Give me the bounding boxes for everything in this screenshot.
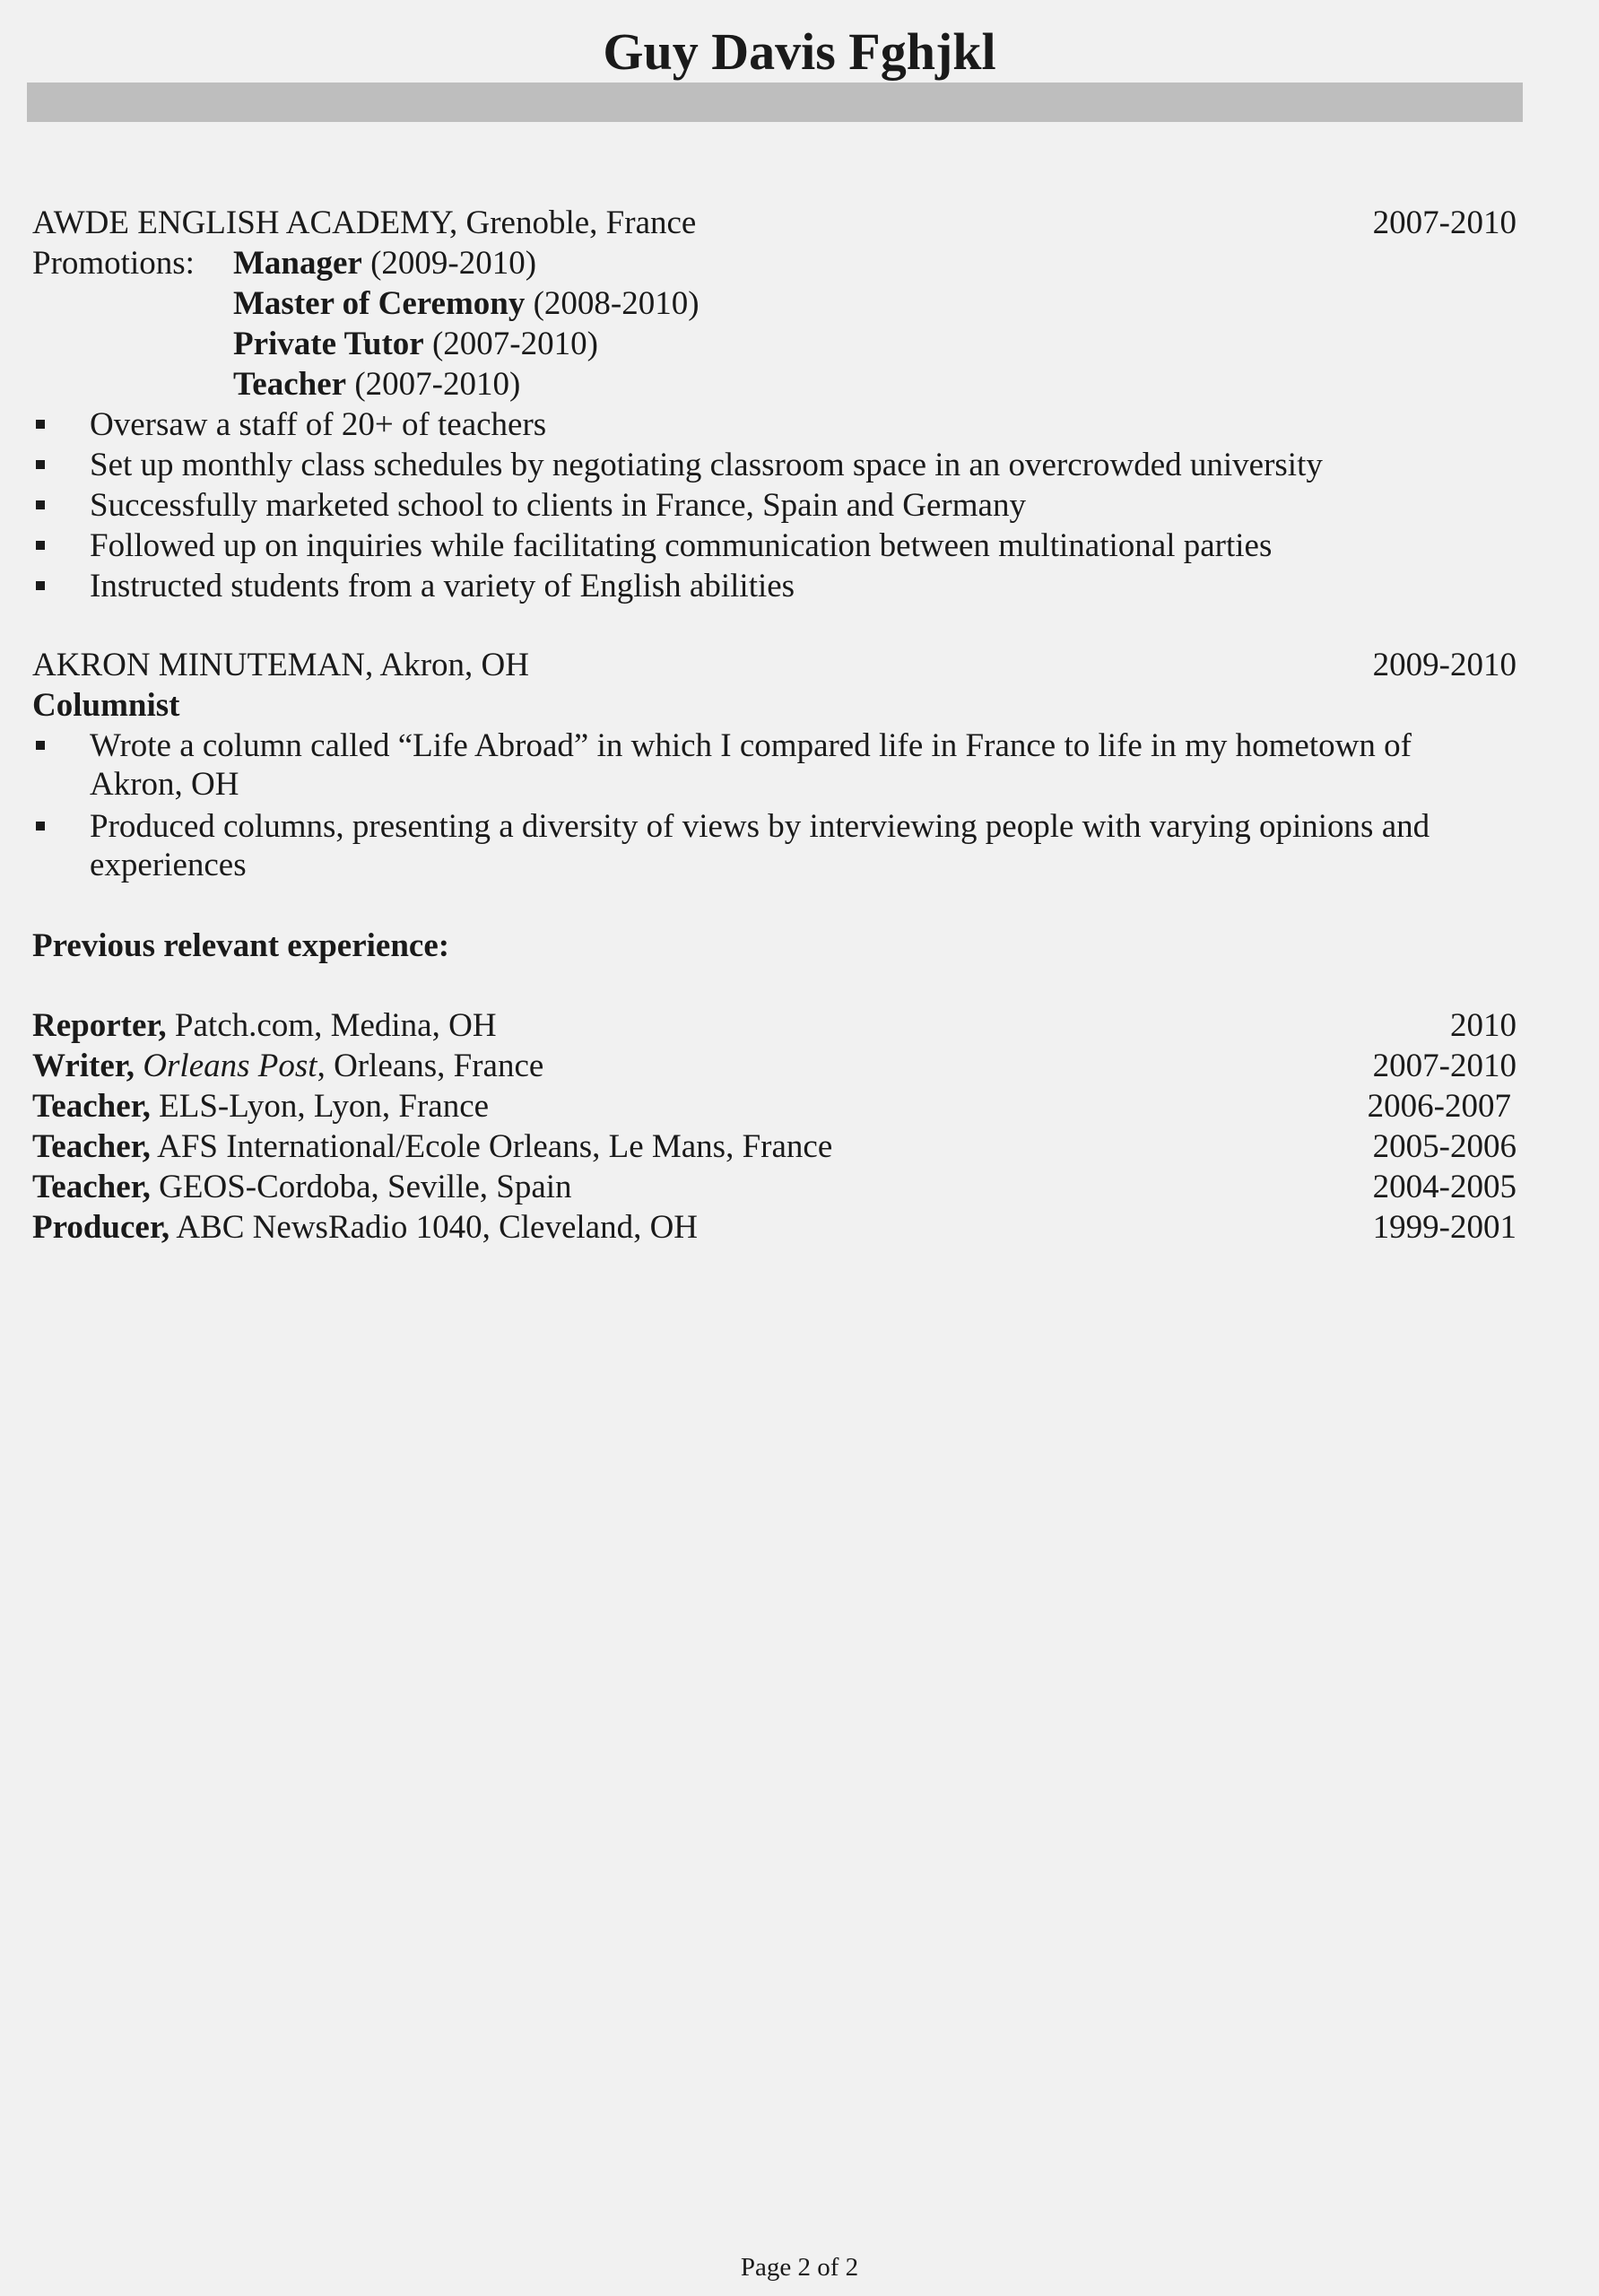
previous-dates: 2007-2010 (1372, 1048, 1516, 1084)
previous-detail: , Orleans, France (317, 1048, 544, 1084)
job1-bullet: Instructed students from a variety of English abilities (90, 568, 795, 604)
previous-pre (135, 1048, 143, 1084)
job1-bullet: Followed up on inquiries while facilitating communication between multinational parties (90, 527, 1273, 564)
job1-bullet: Successfully marketed school to clients in France, Spain and Germany (90, 487, 1026, 524)
bullet-icon (36, 741, 45, 750)
promotion-title: Private Tutor (233, 326, 424, 362)
previous-role: Producer, (32, 1209, 170, 1246)
promotion-years: (2009-2010) (361, 245, 537, 282)
job2-bullet-line: experiences (90, 847, 247, 883)
previous-publication: Orleans Post (143, 1048, 317, 1084)
previous-item (32, 1005, 497, 1046)
previous-role: Teacher, (32, 1128, 151, 1165)
promotion-years: (2007-2010) (346, 366, 521, 403)
previous-item (32, 1167, 572, 1207)
promotion-title: Teacher (233, 366, 347, 403)
resume-name: Guy Davis Fghjkl (603, 22, 996, 81)
previous-item (32, 1086, 489, 1126)
job2-title: Columnist (32, 687, 180, 724)
job1-promotions-label: Promotions: (32, 245, 195, 282)
promotion-item (233, 283, 700, 324)
job2-bullet-line: Produced columns, presenting a diversity of views by interviewing people with varying opinions and (90, 808, 1430, 845)
promotion-item (233, 243, 536, 283)
previous-heading: Previous relevant experience: (32, 927, 450, 964)
previous-role: Teacher, (32, 1088, 151, 1125)
previous-detail: AFS International/Ecole Orleans, Le Mans, France (150, 1128, 833, 1165)
job1-dates: 2007-2010 (1372, 204, 1516, 241)
promotion-item (233, 324, 598, 364)
previous-detail: ELS-Lyon, Lyon, France (150, 1088, 490, 1125)
job2-dates: 2009-2010 (1372, 647, 1516, 683)
job1-employer: AWDE ENGLISH ACADEMY, Grenoble, France (32, 204, 697, 241)
bullet-icon (36, 500, 45, 509)
job2-employer: AKRON MINUTEMAN, Akron, OH (32, 647, 529, 683)
previous-dates: 2004-2005 (1372, 1169, 1516, 1205)
previous-dates: 1999-2001 (1372, 1209, 1516, 1246)
promotion-item (233, 364, 520, 404)
job2-bullet-line: Akron, OH (90, 766, 239, 803)
bullet-icon (36, 541, 45, 550)
promotion-title: Master of Ceremony (233, 285, 526, 322)
previous-role: Writer, (32, 1048, 135, 1084)
job1-bullet: Oversaw a staff of 20+ of teachers (90, 406, 547, 443)
bullet-icon (36, 460, 45, 469)
bullet-icon (36, 420, 45, 429)
previous-item (32, 1046, 543, 1086)
previous-item (32, 1126, 832, 1167)
header-divider-bar (27, 83, 1523, 122)
job1-bullet: Set up monthly class schedules by negotiating classroom space in an overcrowded university (90, 447, 1323, 483)
previous-item (32, 1207, 698, 1248)
promotion-years: (2008-2010) (525, 285, 700, 322)
previous-detail: GEOS-Cordoba, Seville, Spain (150, 1169, 572, 1205)
promotion-title: Manager (233, 245, 362, 282)
previous-dates: 2010 (1450, 1007, 1516, 1044)
previous-detail: ABC NewsRadio 1040, Cleveland, OH (169, 1209, 699, 1246)
previous-role: Reporter, (32, 1007, 167, 1044)
previous-dates: 2005-2006 (1372, 1128, 1516, 1165)
bullet-icon (36, 581, 45, 590)
bullet-icon (36, 822, 45, 831)
previous-role: Teacher, (32, 1169, 151, 1205)
promotion-years: (2007-2010) (423, 326, 598, 362)
job2-bullet-line: Wrote a column called “Life Abroad” in which I compared life in France to life in my hometown of (90, 727, 1412, 764)
page-number: Page 2 of 2 (740, 2253, 859, 2282)
previous-detail: Patch.com, Medina, OH (166, 1007, 497, 1044)
previous-dates: 2006-2007 (1367, 1088, 1511, 1125)
